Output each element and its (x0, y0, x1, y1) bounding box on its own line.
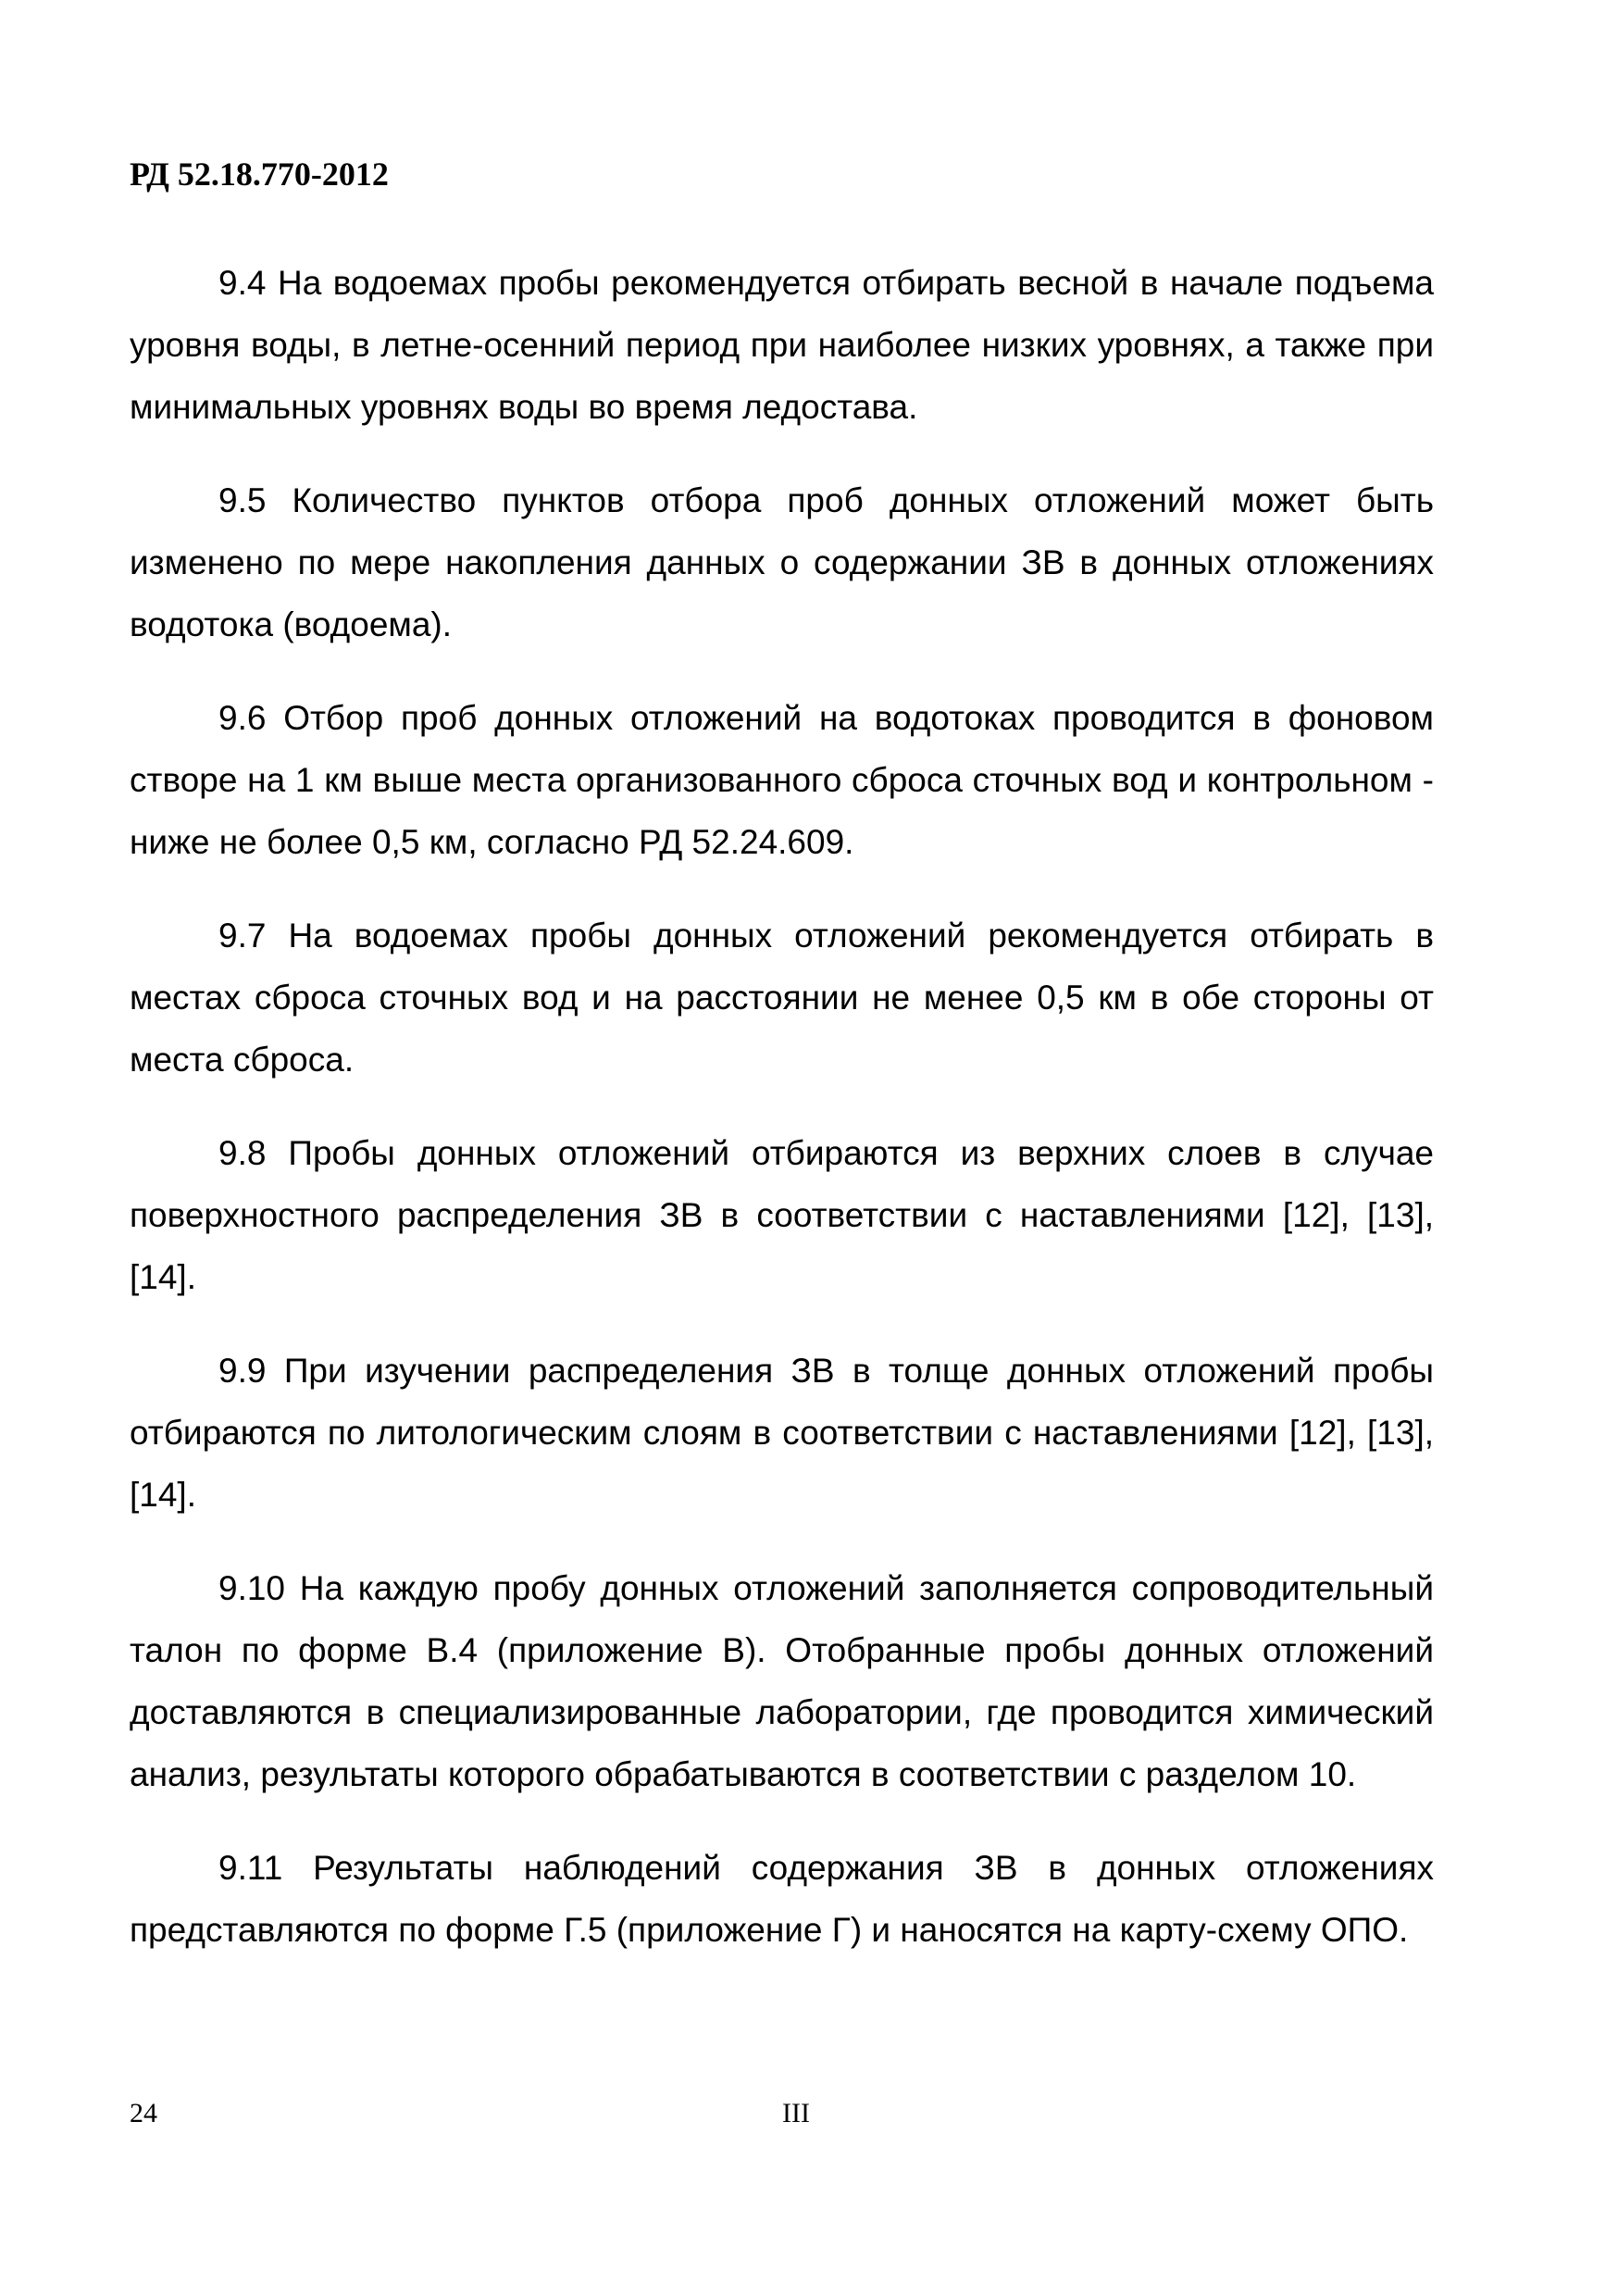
document-body (130, 252, 1434, 1992)
page-number: 24 (130, 2098, 157, 2128)
paragraph-9-8: 9.8 Пробы донных отложений отбираются из верхних слоев в случае поверхностного распределения ЗВ в соответствии с наставлениями [12], [13], [14]. (130, 1134, 1434, 1296)
paragraph-9-7: 9.7 На водоемах пробы донных отложений рекомендуется отбирать в местах сброса сточных вод и на расстоянии не менее 0,5 км в обе стороны от места сброса. (130, 917, 1434, 1079)
footer-mark: III (782, 2098, 810, 2128)
paragraph-9-10: 9.10 На каждую пробу донных отложений заполняется сопроводительный талон по форме В.4 (приложение В). Отобранные пробы донных отложений доставляются в специализированные лаборатории, где проводится химический анализ, результаты которого обрабатываются в соответствии с разделом 10. (130, 1569, 1434, 1793)
paragraph-9-9: 9.9 При изучении распределения ЗВ в толще донных отложений пробы отбираются по литологическим слоям в соответствии с наставлениями [12], [13], [14]. (130, 1352, 1434, 1514)
paragraph-9-6: 9.6 Отбор проб донных отложений на водотоках проводится в фоновом створе на 1 км выше места организованного сброса сточных вод и контрольном - ниже не более 0,5 км, согласно РД 52.24.609. (130, 699, 1434, 861)
paragraph-9-11: 9.11 Результаты наблюдений содержания ЗВ в донных отложениях представляются по форме Г.5 (приложение Г) и наносятся на карту-схему ОПО. (130, 1849, 1434, 1949)
paragraph-9-5: 9.5 Количество пунктов отбора проб донных отложений может быть изменено по мере накопления данных о содержании ЗВ в донных отложениях водотока (водоема). (130, 481, 1434, 643)
document-code-header: РД 52.18.770-2012 (130, 156, 389, 193)
paragraph-9-4: 9.4 На водоемах пробы рекомендуется отбирать весной в начале подъема уровня воды, в летне-осенний период при наиболее низких уровнях, а также при минимальных уровнях воды во время ледостава. (130, 264, 1434, 426)
